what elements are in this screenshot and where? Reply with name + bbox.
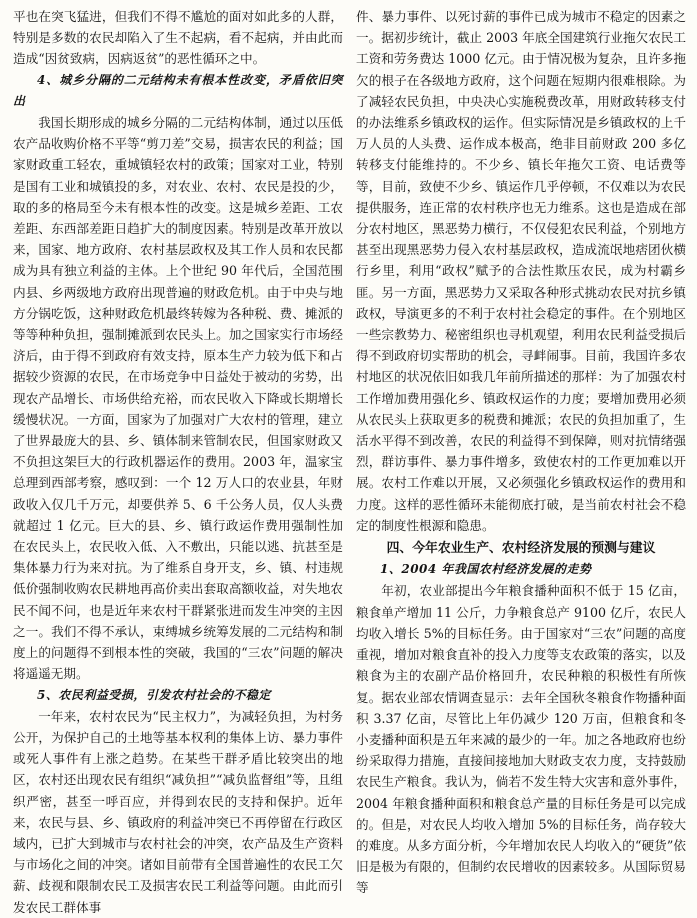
- left-column: [13, 6, 343, 915]
- section-heading-4: 四、今年农业生产、农村经济发展的预测与建议: [386, 541, 656, 557]
- subsection-heading-4: 4、城乡分隔的二元结构未有根本性改变，矛盾依旧突出: [13, 72, 343, 108]
- paragraph-2004-forecast: 年初，农业部提出今年粮食播种面积不低于 15 亿亩，粮食单产增加 11 公斤，力争粮食总产 9100 亿斤，农民人均收入增长 5%的目标任务。由于国家对“三农”问题的高度重视，增加对粮食直补的投入力度等支农政策的落实，以及粮食为主的农副产品价格回升，农民种粮的积极性有所恢复。据农业部农情调查显示：去年全国秋冬粮食作物播种面积 3.37 亿亩，尽管比上年仍减少 120 万亩，但粮食和冬小麦播种面积是五年来减的最少的一年。加之各地政府也纷纷采取得力措施，直接间接地加大财政支农力度，支持鼓励农民生产粮食。我认为，倘若不发生特大灾害和意外事件，2004 年粮食播种面积和粮食总产量的目标任务是可以完成的。但是，对农民人均收入增加 5%的目标任务，尚存较大的难度。从多方面分析，今年增加农民人均收入的“硬货”依旧是极为有限的，但制约农民增收的因素较多。从国际贸易等: [356, 583, 686, 896]
- paragraph-rural-instability: 一年来，农村农民为“民主权力”，为减轻负担，为村务公开，为保护自己的土地等基本权利的集体上访、暴力事件或死人事件有上涨之趋势。在某些干群矛盾比较突出的地区，农村还出现农民有组织“减负担”“减负监督组”等，且组织严密，甚至一呼百应，并得到农民的支持和保护。近年来，农民与县、乡、镇政府的利益冲突已不再停留在行政区域内，已扩大到城市与农村社会的冲突，农产品及生产资料与市场化之间的冲突。诸如目前带有全国普遍性的农民工欠薪、歧视和限制农民工及损害农民工利益等问题。由此而引发农民工群体事: [13, 708, 343, 915]
- subsection-heading-5: 5、农民利益受损，引发农村社会的不稳定: [37, 687, 271, 702]
- right-column: [356, 6, 686, 898]
- paragraph-continued-right: 件、暴力事件、以死讨薪的事件已成为城市不稳定的因素之一。据初步统计，截止 2003 年底全国建筑行业拖欠农民工工资和劳务费达 1000 亿元。由于情况极为复杂，且许多拖欠的根子在各级地方政府，这个问题在短期内很难根除。为了减轻农民负担，中央决心实施税费改革，用财政转移支付的办法维系乡镇政权的运作。但实际情况是乡镇政权的上千万人员的人头费、运作成本极高，绝非目前财政 200 多亿转移支付能维持的。不少乡、镇长年拖欠工资、电话费等等，目前，致使不少乡、镇运作几乎停顿，不仅难以为农民提供服务，连正常的农村秩序也无力维系。这也是造成在部分农村地区，黑恶势力横行，不仅侵犯农民利益，个别地方甚至出现黑恶势力侵入农村基层政权，造成流氓地痞团伙横行乡里，利用“政权”赋予的合法性欺压农民，成为村霸乡匪。另一方面，黑恶势力又采取各种形式挑动农民对抗乡镇政权，导演更多的不利于农村社会稳定的事件。在个别地区一些宗教势力、秘密组织也寻机观望，利用农民利益受损后得不到政府切实帮助的机会，寻衅闹事。目前，我国许多农村地区的状况依旧如我几年前所描述的那样：为了加强农村工作增加费用强化乡、镇政权运作的力度；要增加费用必须从农民头上获取更多的税费和摊派；农民的负担加重了，生活水平得不到改善，农民的利益得不到保障，则对抗情绪强烈，群访事件、暴力事件增多，致使农村的工作更加难以开展。农村工作难以开展，又必须强化乡镇政权运作的费用和力度。这样的恶性循环未能彻底打破，是当前农村社会不稳定的制度性根源和隐患。: [356, 9, 686, 533]
- paragraph-continued: 平也在突飞猛进，但我们不得不尴尬的面对如此多的人群，特别是多数的农民却陷入了生不起病，看不起病，并由此而造成“因贫致病，因病返贫”的恶性循环之中。: [13, 9, 343, 67]
- paragraph-dual-structure: 我国长期形成的城乡分隔的二元结构体制，通过以压低农产品收购价格不平等“剪刀差”交易，损害农民的利益；国家财政重工轻农，重城镇轻农村的政策；国家对工业，特别是国有工业和城镇投的多，对农业、农村、农民是投的少，取的多的格局至今未有根本性的改变。这是城乡差距、工农差距、东西部差距日趋扩大的制度因素。特别是改革开放以来，国家、地方政府、农村基层政权及其工作人员和农民都成为具有独立利益的主体。上个世纪 90 年代后，全国范围内县、乡两级地方政府出现普遍的财政危机。由于中央与地方分锅吃饭，这种财政危机最终转嫁为各种税、费、摊派的等等种种负担，强制摊派到农民头上。加之国家实行市场经济后，由于得不到政府有效支持，原本生产力较为低下和占据较少资源的农民，在市场竞争中日益处于被动的劣势，出现农产品增长、市场供给充裕，而农民收入下降或长期增长缓慢状况。一方面，国家为了加强对广大农村的管理，建立了世界最庞大的县、乡、镇体制来管制农民，但国家财政又不负担这架巨大的行政机器运作的费用。2003 年，温家宝总理到西部考察，感叹到：一个 12 万人口的农业县，年财政收入仅几千万元，却要供养 5、6 千公务人员，仅人头费就超过 1 亿元。巨大的县、乡、镇行政运作费用强制性加在农民头上，农民收入低、入不敷出，只能以逃、抗甚至是集体暴力行为来对抗。为了维系自身开支，乡、镇、村违规低价强制收购农民耕地再高价卖出套取高额收益，对失地农民不闻不问，也是近年来农村干群紧张进而发生冲突的主因之一。我们不得不承认，束缚城乡统筹发展的二元结构和制度上的问题得不到根本性的突破，我国的“三农”问题的解决将遥遥无期。: [13, 115, 343, 682]
- subsection-heading-2004-trend: 1、2004 年我国农村经济发展的走势: [380, 562, 592, 577]
